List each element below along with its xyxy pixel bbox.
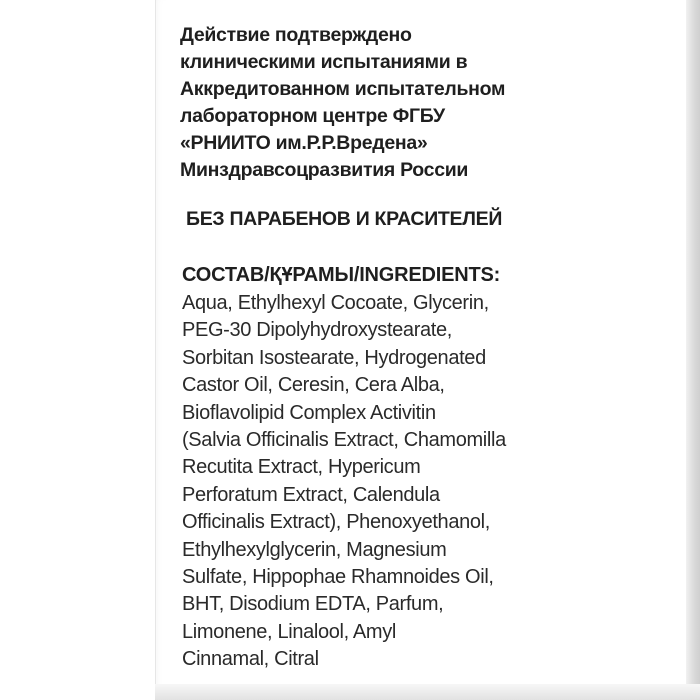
ingredients-line: Bioflavolipid Complex Activitin	[182, 401, 436, 424]
clinical-claims-block	[180, 22, 540, 184]
ingredients-line: Sorbitan Isostearate, Hydrogenated	[182, 346, 486, 369]
claims-line: клиническими испытаниями в	[180, 51, 468, 73]
ingredients-line: PEG-30 Dipolyhydroxystearate,	[182, 319, 452, 342]
ingredients-line: Cinnamal, Citral	[182, 648, 319, 671]
ingredients-line: Aqua, Ethylhexyl Cocoate, Glycerin,	[182, 292, 489, 314]
ingredients-line: Recutita Extract, Hypericum	[182, 456, 421, 479]
free-from-statement: БЕЗ ПАРАБЕНОВ И КРАСИТЕЛЕЙ	[186, 208, 503, 230]
ingredients-line: Perforatum Extract, Calendula	[182, 483, 440, 506]
ingredients-line: Officinalis Extract), Phenoxyethanol,	[182, 511, 490, 534]
claims-line: Минздравсоцразвития России	[180, 159, 469, 181]
claims-line: «РНИИТО им.Р.Р.Вредена»	[180, 132, 428, 154]
claims-line: лабораторном центре ФГБУ	[180, 105, 445, 127]
ingredients-line: BHT, Disodium EDTA, Parfum,	[182, 593, 444, 616]
ingredients-line: Sulfate, Hippophae Rhamnoides Oil,	[182, 566, 494, 589]
ingredients-heading: СОСТАВ/ҚҰРАМЫ/INGREDIENTS:	[182, 264, 501, 286]
claims-line: Аккредитованном испытательном	[180, 78, 506, 100]
ingredients-line: Ethylhexylglycerin, Magnesium	[182, 538, 447, 561]
ingredients-line: Castor Oil, Ceresin, Cera Alba,	[182, 374, 445, 397]
ingredients-list	[182, 290, 512, 674]
ingredients-line: (Salvia Officinalis Extract, Chamomilla	[182, 429, 506, 452]
claims-line: Действие подтверждено	[180, 24, 412, 46]
package-bottom-edge	[155, 684, 700, 700]
ingredients-line: Limonene, Linalool, Amyl	[182, 620, 396, 643]
package-side-edge	[686, 0, 700, 700]
